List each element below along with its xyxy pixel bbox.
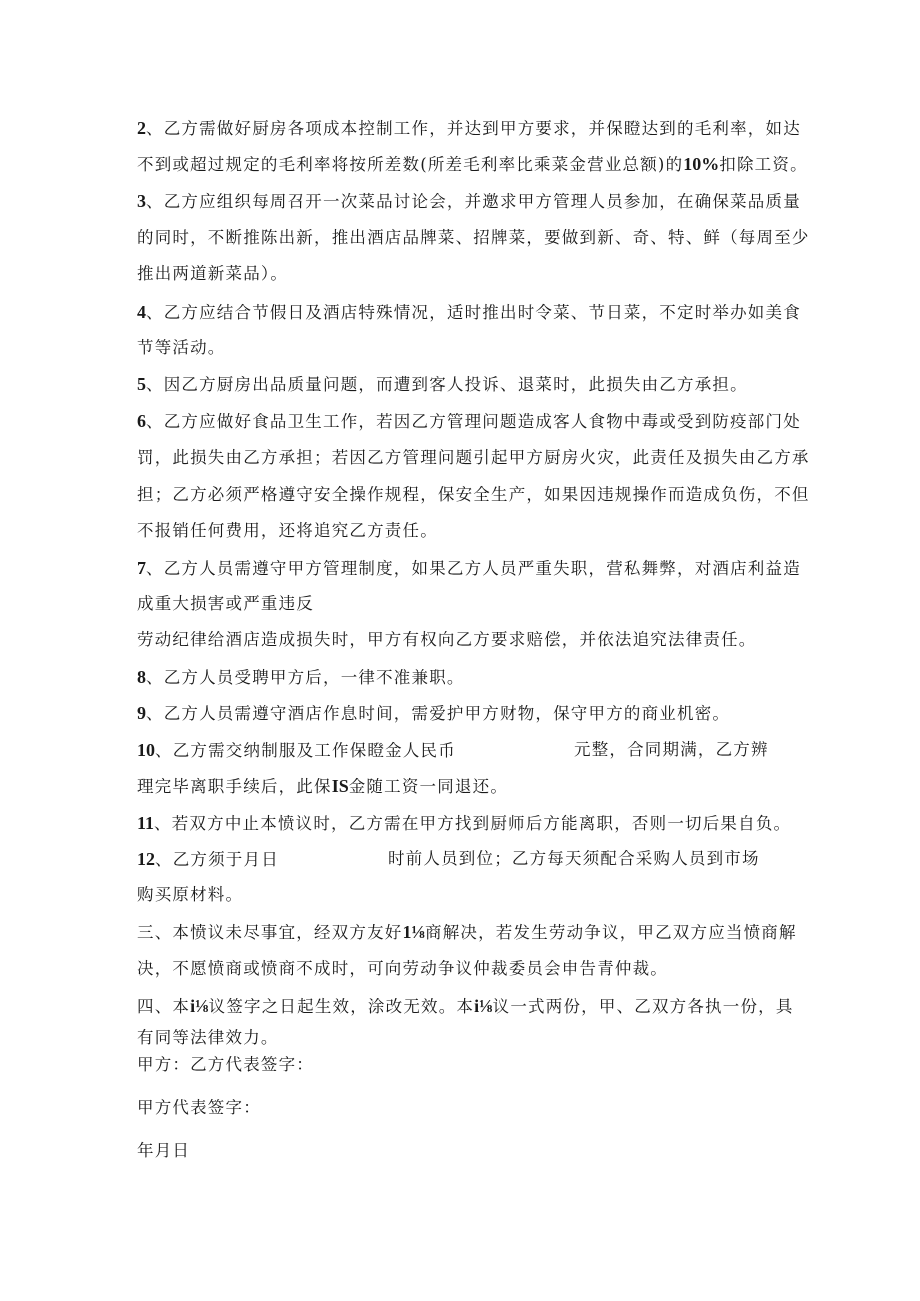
clause-number: 11 (137, 813, 155, 833)
clause-number: 3 (137, 191, 146, 211)
garbled-glyph: i⅛ (474, 996, 493, 1016)
clause-number: 5 (137, 374, 146, 394)
clause-text: 、因乙方厨房出品质量问题，而遭到客人投诉、退菜时，此损失由乙方承担。 (146, 375, 748, 394)
clause-number: 2 (137, 118, 146, 138)
clause-5-line-1 (137, 373, 748, 396)
clause-text: 劳动纪律给酒店造成损失时，甲方有权向乙方要求赔偿，并依法追究法律责任。 (137, 630, 757, 649)
clause-text: 不到或超过规定的毛利率将按所差数(所差毛利率比乘菜金营业总额)的 (137, 155, 684, 174)
clause-11-line-1 (137, 812, 791, 835)
clause-2-line-2 (137, 153, 808, 176)
date-label: 年月日 (137, 1141, 191, 1160)
clause-number: 7 (137, 558, 146, 578)
clause-text: 的同时，不断推陈出新，推出酒店品牌菜、招牌菜，要做到新、奇、特、鲜（每周至少 (137, 228, 810, 247)
signature-label: 甲方代表签字： (137, 1098, 261, 1117)
clause-number: 8 (137, 667, 146, 687)
clause-6-line-2 (137, 447, 810, 469)
clause-text: 金随工资一同退还。 (348, 777, 509, 796)
section-3-line-2 (137, 958, 668, 980)
clause-number: 12 (137, 849, 155, 869)
clause-number: 4 (137, 302, 146, 322)
clause-7-line-2 (137, 593, 314, 615)
clause-9-line-1 (137, 702, 730, 725)
clause-number: 6 (137, 411, 146, 431)
clause-text: 、乙方需交纳制服及工作保瞪金人民币 (155, 741, 456, 760)
clause-text: 推出两道新菜品）。 (137, 264, 289, 283)
clause-10-line-2 (137, 775, 508, 798)
date-line (137, 1140, 190, 1162)
section-text: 决，不愿愤商或愤商不成时，可向劳动争议仲裁委员会申告青仲裁。 (137, 959, 668, 978)
signature-line-2 (137, 1097, 261, 1119)
section-text: 有同等法律效力。 (137, 1028, 279, 1047)
clause-text: 时前人员到位；乙方每天须配合采购人员到市场 (388, 849, 760, 868)
clause-7-line-1 (137, 557, 801, 580)
clause-2-line-1 (137, 117, 801, 140)
clause-text: 、乙方须于月日 (155, 850, 279, 869)
clause-text: 节等活动。 (137, 338, 226, 357)
clause-6-line-1 (137, 410, 801, 433)
clause-text: 、乙方需做好厨房各项成本控制工作，并达到甲方要求，并保瞪达到的毛利率，如达 (146, 119, 801, 138)
clause-text: 、乙方应做好食品卫生工作，若因乙方管理问题造成客人食物中毒或受到防疫部门处 (146, 412, 801, 431)
clause-text: 、乙方应组织每周召开一次菜品讨论会，并邀求甲方管理人员参加，在确保菜品质量 (146, 192, 801, 211)
clause-text: 扣除工资。 (719, 155, 808, 174)
section-text: 商解决，若发生劳动争议，甲乙双方应当愤商解 (425, 923, 797, 942)
percentage-value: 10% (683, 154, 720, 174)
clause-7-line-3 (137, 629, 757, 651)
clause-4-line-1 (137, 301, 801, 324)
clause-12-line-1b (388, 848, 760, 870)
clause-text: 理完毕离职手续后，此保 (137, 777, 332, 796)
clause-6-line-4 (137, 520, 438, 542)
section-3-line-1 (137, 921, 797, 944)
clause-12-line-1a (137, 848, 279, 871)
clause-text: 、若双方中止本愤议时，乙方需在甲方找到厨师后方能离职，否则一切后果自负。 (154, 814, 792, 833)
section-text: 议签字之日起生效，涂改无效。本 (208, 997, 475, 1016)
signature-label: 甲方：乙方代表签字： (137, 1055, 314, 1074)
clause-10-line-1a (137, 739, 456, 762)
clause-text: 、乙方应结合节假日及酒店特殊情况，适时推出时令菜、节日菜，不定时举办如美食 (146, 303, 801, 322)
clause-3-line-3 (137, 263, 288, 285)
section-4-line-2 (137, 1027, 279, 1049)
clause-12-line-2 (137, 884, 243, 906)
section-text: 三、本愤议未尽事宜，经双方友好 (137, 923, 403, 942)
clause-10-line-1b (574, 739, 769, 761)
clause-number: 10 (137, 740, 155, 760)
clause-number: 9 (137, 703, 146, 723)
clause-text: 、乙方人员需遵守酒店作息时间，需爱护甲方财物，保守甲方的商业机密。 (146, 704, 731, 723)
clause-8-line-1 (137, 666, 465, 689)
section-text: 议一式两份，甲、乙双方各执一份，具 (492, 997, 794, 1016)
section-text: 四、本 (137, 997, 191, 1016)
clause-6-line-3 (137, 484, 810, 506)
clause-text: 、乙方人员受聘甲方后，一律不准兼职。 (146, 668, 465, 687)
clause-text: 、乙方人员需遵守甲方管理制度，如果乙方人员严重失职，营私舞弊，对酒店利益造 (146, 559, 801, 578)
clause-text: 购买原材料。 (137, 885, 244, 904)
clause-text: 罚，此损失由乙方承担；若因乙方管理问题引起甲方厨房火灾，此责任及损失由乙方承 (137, 448, 810, 467)
garbled-glyph: i⅛ (190, 996, 209, 1016)
clause-3-line-1 (137, 190, 801, 213)
clause-text: 元整，合同期满，乙方辨 (574, 740, 769, 759)
garbled-glyph: 1⅛ (402, 922, 425, 942)
section-4-line-1 (137, 995, 794, 1018)
clause-4-line-2 (137, 337, 226, 359)
garbled-glyph: IS (331, 776, 349, 796)
signature-line-1 (137, 1054, 314, 1076)
clause-text: 担；乙方必须严格遵守安全操作规程，保安全生产，如果因违规操作而造成负伤，不但 (137, 485, 810, 504)
clause-text: 不报销任何费用，还将追究乙方责任。 (137, 521, 438, 540)
clause-text: 成重大损害或严重违反 (137, 594, 314, 613)
clause-3-line-2 (137, 227, 810, 249)
